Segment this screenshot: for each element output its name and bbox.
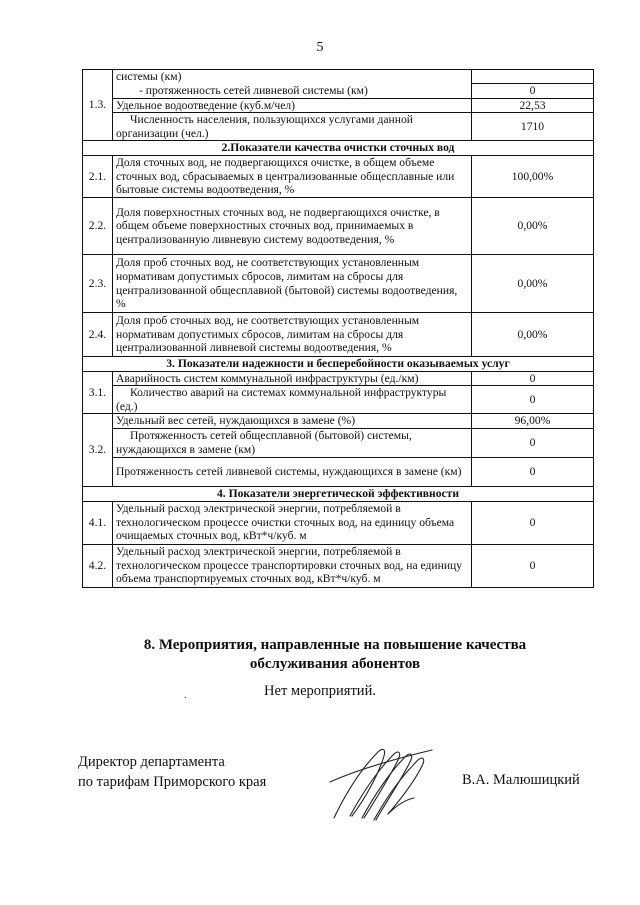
row-number: 4.2.	[83, 544, 113, 587]
row-value: 0,00%	[472, 198, 594, 255]
row-value: 0	[472, 429, 594, 458]
row-text: системы (км)	[113, 70, 472, 84]
row-number: 4.1.	[83, 501, 113, 544]
row-value: 100,00%	[472, 156, 594, 198]
row-text: Доля проб сточных вод, не соответствующих установленным нормативам допустимых сбросов, лимитам на сбросы для централизованной общесплавной (бытовой) системы водоотведения, %	[113, 255, 472, 313]
table-row	[83, 501, 594, 544]
row-value: 0	[472, 84, 594, 99]
row-value: 0	[472, 544, 594, 587]
row-value: 0	[472, 501, 594, 544]
table-row	[83, 198, 594, 255]
director-position-line: по тарифам Приморского края	[78, 774, 267, 790]
table-row	[83, 371, 594, 386]
row-number: 3.1.	[83, 371, 113, 414]
row-value: 22,53	[472, 98, 594, 113]
row-value: 0,00%	[472, 255, 594, 313]
indicators-table	[82, 69, 594, 588]
row-text: Доля поверхностных сточных вод, не подвергающихся очистке, в общем объеме поверхностных сточных вод, принимаемых в централизованную ливневую систему водоотведения, %	[113, 198, 472, 255]
section-header: 3. Показатели надежности и бесперебойности оказываемых услуг	[83, 357, 594, 372]
stray-dot: .	[184, 690, 187, 701]
row-text: Протяженность сетей общесплавной (бытовой) системы, нуждающихся в замене (км)	[113, 429, 472, 458]
row-text: Доля проб сточных вод, не соответствующих установленным нормативам допустимых сбросов, лимитам на сбросы для централизованной ливневой системы водоотведения, %	[113, 313, 472, 357]
row-text: Доля сточных вод, не подвергающихся очистке, в общем объеме сточных вод, сбрасываемых в централизованные общесплавные или бытовые системы водоотведения, %	[113, 156, 472, 198]
table-row	[83, 84, 594, 99]
section-header: 2.Показатели качества очистки сточных вод	[83, 141, 594, 156]
row-number: 2.3.	[83, 255, 113, 313]
row-value: 0,00%	[472, 313, 594, 357]
section-heading-line: обслуживания абонентов	[249, 656, 421, 672]
table-row	[83, 113, 594, 141]
director-name: В.А. Малюшицкий	[462, 772, 580, 788]
row-value: 0	[472, 386, 594, 414]
row-number: 2.1.	[83, 156, 113, 198]
no-measures-text: Нет мероприятий.	[264, 683, 376, 699]
row-number: 2.4.	[83, 313, 113, 357]
row-text: Удельный вес сетей, нуждающихся в замене (%)	[113, 414, 472, 429]
row-text: - протяженность сетей ливневой системы (км)	[113, 84, 472, 99]
row-text: Численность населения, пользующихся услугами данной организации (чел.)	[113, 113, 472, 141]
page-number: 5	[316, 40, 324, 55]
row-text: Удельный расход электрической энергии, потребляемой в технологическом процессе транспортировки сточных вод, на единицу объема транспортируемых сточных вод, кВт*ч/куб. м	[113, 544, 472, 587]
director-position-line: Директор департамента	[78, 754, 225, 770]
row-value: 0	[472, 371, 594, 386]
table-row	[83, 544, 594, 587]
row-text: Удельный расход электрической энергии, потребляемой в технологическом процессе очистки сточных вод, на единицу объема очищаемых сточных вод, кВт*ч/куб. м	[113, 501, 472, 544]
row-text: Протяженность сетей ливневой системы, нуждающихся в замене (км)	[113, 458, 472, 487]
section-heading-line: 8. Мероприятия, направленные на повышение качества	[143, 637, 527, 653]
row-value: 0	[472, 458, 594, 487]
row-number: 2.2.	[83, 198, 113, 255]
row-number: 1.3.	[83, 70, 113, 141]
row-value	[472, 70, 594, 84]
table-row	[83, 414, 594, 429]
table-row	[83, 255, 594, 313]
table-row	[83, 458, 594, 487]
row-text: Удельное водоотведение (куб.м/чел)	[113, 98, 472, 113]
row-number: 3.2.	[83, 414, 113, 487]
table-row	[83, 156, 594, 198]
director-position	[78, 752, 266, 792]
row-value: 1710	[472, 113, 594, 141]
row-text: Количество аварий на системах коммунальной инфраструктуры (ед.)	[113, 386, 472, 414]
section-heading	[100, 636, 570, 674]
table-row	[83, 70, 594, 84]
table-row	[83, 386, 594, 414]
table-row	[83, 98, 594, 113]
table-row	[83, 429, 594, 458]
row-text: Аварийность систем коммунальной инфраструктуры (ед./км)	[113, 371, 472, 386]
section-header: 4. Показатели энергетической эффективности	[83, 487, 594, 502]
row-value: 96,00%	[472, 414, 594, 429]
table-row	[83, 313, 594, 357]
handwritten-signature	[322, 742, 437, 824]
